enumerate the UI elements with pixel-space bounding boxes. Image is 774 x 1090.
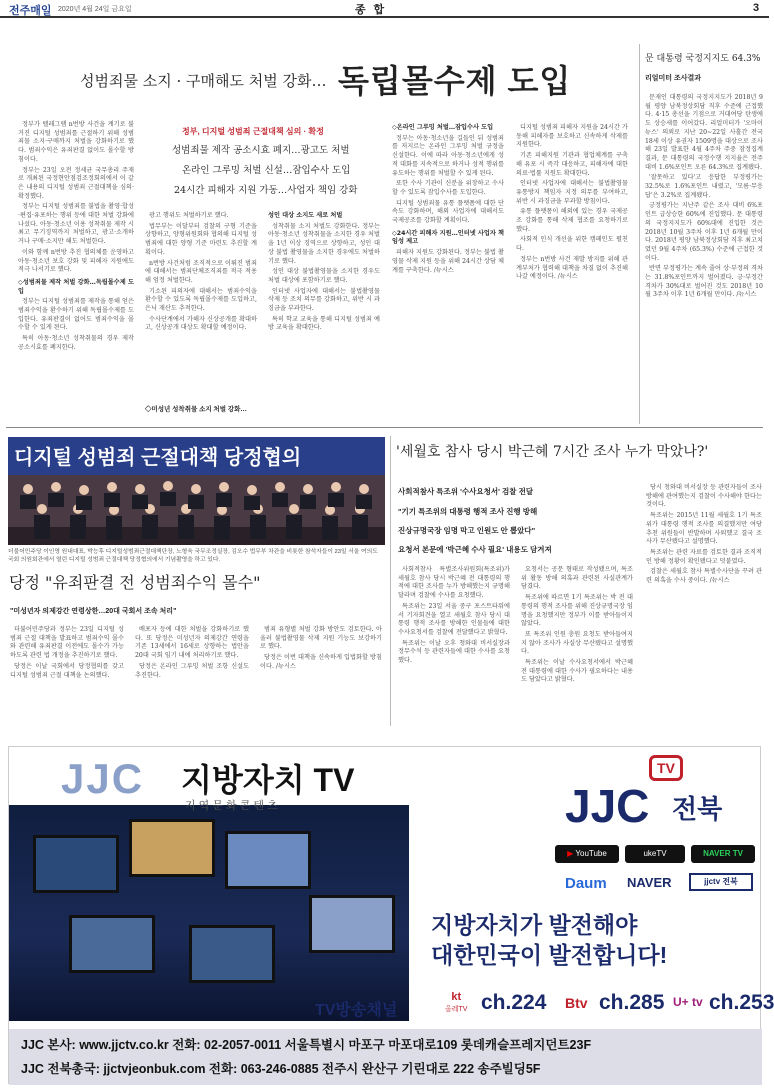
main-col1-p2: 정부는 23일 오전 정세균 국무총리 주재로 개최된 국정현안점검조정회의에서 이 같은 내용의 디지털 성범죄 근절대책을 심의·확정했다. (18, 166, 134, 200)
ad-btv-logo: Btv (565, 995, 588, 1011)
article3-col2-p2: 특조위에 따르면 1기 특조위는 박 전 대통령의 행적 조사를 위해 진상규명국장 임명을 요청했지만 정부가 이를 받아들이지 않았다. (521, 594, 633, 628)
main-col3-p1: 성착취물 소지 처벌도 강화한다. 정부는 아동·청소년 성착취물을 소지한 경우 처벌을 1년 이상 징역으로 상향하고, 성인 대상 불법 촬영물을 소지한 경우에도 처벌하기로 했다. (268, 222, 380, 265)
main-sub-3: 24시간 피해자 지원 가동…사업자 책임 강화 (174, 185, 358, 196)
sidebar-subhead: 리얼미터 조사결과 (645, 75, 702, 82)
ad-kt-logo (445, 991, 467, 1015)
main-col4-p1: 정부는 아동·청소년을 길들인 뒤 성범죄를 저지르는 온라인 그루밍 처벌 규정을 신설한다. 이에 따라 아동·청소년에게 성적 대화를 지속적으로 하거나 성적 행위를 유도하는 행위를 처벌할 수 있게 된다. (392, 134, 504, 177)
main-col3-subhead: 성인 대상 소지도 새로 처벌 (268, 212, 343, 219)
main-col4-subhead: ◇온라인 그루밍 처벌…잠입수사 도입 (392, 124, 494, 131)
main-col3-p2: 성인 대상 불법촬영물을 소지한 경우도 처벌 대상에 포함하기로 했다. (268, 268, 380, 284)
main-col5-p1: 디지털 성범죄 피해자 지원을 24시간 가동해 피해자를 보호하고 신속하게 삭제를 지원한다. (516, 124, 628, 149)
ad-platform-uketv[interactable]: ukeTV (625, 845, 685, 863)
main-col-5 (516, 124, 628, 422)
article3-col2-p4: 특조위는 이날 수사요청서에서 박근혜 전 대통령에 대한 수사가 필요하다는 내용도 담았다고 밝혔다. (521, 659, 633, 684)
article2-col2-p2: 당정은 온라인 그루밍 처벌 조항 신설도 추진한다. (135, 662, 249, 679)
main-col5-p4: 유통 플랫폼이 해외에 있는 경우 국제공조 강화를 통해 삭제 협조를 요청하기로 했다. (516, 208, 628, 233)
article3-col-3 (646, 484, 762, 726)
article3-title: '세월호 참사 당시 박근혜 7시간 조사 누가 막았나?' (396, 444, 709, 460)
main-col2-p1: 광고 행위도 처벌하기로 했다. (149, 212, 229, 219)
article2-col1-p1: 더불어민주당과 정부는 23일 디지털 성범죄 근절 대책을 발표하고 범죄수익 몰수와 관련해 유죄판결 이전에도 몰수가 가능하도록 관련 법 개정을 추진하기로 했다. (10, 626, 124, 660)
main-col1-p3: 정부는 디지털 성범죄를 불법을 촬영·합성·편집·유포하는 행위 등에 대한 처벌 강화에 나섰다. 아동·청소년 이용 성착취물 제작 시 최고 무기징역까지 처벌하고, 광고·소개하거나 구매·소지만 해도 처벌한다. (18, 203, 134, 246)
ad-footer (9, 1029, 762, 1085)
sidebar-p3: 긍정평가는 지난주 같은 조사 대비 6%포인트 급상승한 60%에 진입했다. 문 대통령의 국정지지도가 60%대에 진입한 것은 2018년 10월 3주차 이후 1년 6개월 만이다. 2018년 평양 남북정상회담 직후 최고치였던 9월 4주차 (65.3%) 수준에 근접한 것이다. (645, 202, 763, 262)
tv-screen-5 (69, 915, 155, 973)
ad-brand-jjc: JJC (565, 780, 650, 832)
main-sub-2: 온라인 그루밍 처벌 신설…잠입수사 도입 (182, 165, 351, 176)
advertisement[interactable] (8, 746, 774, 1084)
main-col1-p6: 특히 아동·청소년 성착취물의 경우 제작 공소시효를 폐지한다. (18, 335, 134, 351)
photo-banner-text: 디지털 성범죄 근절대책 당정협의 (14, 447, 302, 469)
ad-title: 지방자치 TV (181, 762, 355, 798)
ad-address-jeonbuk: JJC 전북총국: jjctvjeonbuk.com 전화: 063-246-0885 전주시 완산구 기린대로 222 송주빌딩5F (21, 1062, 541, 1076)
main-sub-1: 성범죄물 제작 공소시효 폐지…광고도 처벌 (172, 145, 350, 156)
page-number: 3 (753, 2, 760, 14)
main-col1-subhead: ◇성범죄물 제작 처벌 강화…독립몰수제 도입 (18, 278, 134, 295)
tv-screen-3 (225, 831, 311, 889)
sidebar-p2: '잘못하고 있다'고 응답한 부정평가는 32.5%로 1.6%포인트 내렸고, '모름·무응답'은 3.2%로 집계됐다. (645, 174, 763, 199)
article3-col-2 (521, 566, 633, 726)
main-col3-p3: 인터넷 사업자에 대해서는 불법촬영물 삭제 등 조치 의무를 강화하고, 위반 시 과징금을 부과한다. (268, 287, 380, 313)
main-col5-p6: 정부는 n번방 사건 재발 방지를 위해 관계부처가 협력해 대책을 차질 없이 추진해 나갈 예정이다. /뉴시스 (516, 255, 628, 281)
tv-screen-4 (309, 895, 395, 953)
main-col-4 (392, 124, 504, 422)
section-name: 종 합 (355, 3, 387, 16)
youtube-label: YouTube (575, 849, 607, 858)
main-col5-p3: 인터넷 사업자에 대해서는 불법촬영물 유통방지 책임자 지정 의무를 부여하고, 위반 시 과징금을 부과할 방침이다. (516, 180, 628, 205)
article3-col1-p2: 특조위는 23일 서울 중구 포스트타워에서 기자회견을 열고 세월호 참사 당시 대통령 행적 조사를 방해한 인물들에 대한 수사요청서를 검찰에 전달했다고 밝혔다. (398, 602, 510, 636)
youtube-play-icon: ▶ (567, 849, 576, 858)
ad-platform-navertv[interactable]: NAVER TV (691, 845, 755, 863)
ad-slogan-2: 대한민국이 발전합니다! (431, 942, 668, 968)
main-col1-p1: 정부가 텔레그램 n번방 사건을 계기로 불거진 디지털 성범죄를 근절하기 위해 성범죄물 소지·구매까지 처벌을 강화하기로 했다. 범죄수익은 유죄판결 없이도 몰수할 방침이다. (18, 121, 134, 163)
ad-address-hq: JJC 본사: www.jjctv.co.kr 전화: 02-2057-0011 서울특별시 마포구 마포대로109 롯데캐슬프레지던트23F (21, 1038, 592, 1052)
article3-col3-p4: 검찰은 세월호 참사 특별수사단을 꾸려 관련 의혹을 수사 중이다. /뉴시스 (646, 568, 762, 585)
article3-sub-2: "기기 특조위의 대통령 행적 조사 진행 방해 (398, 507, 538, 516)
ad-channels-label: TV방송채널 (315, 1002, 398, 1019)
column-divider-2 (390, 436, 391, 726)
main-col4-p2: 또한 수사 기관이 신분을 위장하고 수사할 수 있도록 잠입수사를 도입한다. (392, 180, 504, 196)
article3-col3-p1: 당시 청와대 비서실장 등 관련자들이 조사 방해에 관여했는지 검찰이 수사해야 한다는 것이다. (646, 484, 762, 509)
tv-screen-2 (129, 819, 215, 877)
ad-channel-btv: ch.285 (599, 991, 665, 1014)
ad-channel-utv: ch.253 (709, 991, 774, 1014)
main-col-1 (18, 121, 134, 421)
article3-col2-p3: 또 특조위 인원 충원 요청도 받아들여지지 않아 조사가 사실상 무산됐다고 설명했다. (521, 630, 633, 656)
section-divider (6, 427, 763, 428)
sidebar-article (645, 44, 765, 424)
main-col-2 (145, 212, 257, 422)
main-col1-p4: 이와 함께 n번방 추진 협의체를 운영하고 아동·청소년 보호 강화 및 피해자 지원에도 적극 나서기로 했다. (18, 248, 134, 274)
article2-col3-p1: 범죄 유형별 처벌 강화 방안도 검토한다. 아울러 불법촬영물 삭제 지원 기능도 보강하기로 했다. (260, 626, 382, 651)
ad-left-visual (9, 805, 409, 1021)
main-col5-p5: 사회적 인식 개선을 위한 캠페인도 펼친다. (516, 236, 628, 253)
main-col1-p5: 정부는 디지털 성범죄를 제작을 통해 얻은 범죄수익을 환수하기 위해 독립몰수제를 도입한다. 유죄판결이 없어도 범죄수익을 몰수할 수 있게 된다. (18, 298, 134, 332)
main-col3-p4: 특히 학교 교육을 통해 디지털 성범죄 예방 교육을 확대한다. (268, 315, 380, 332)
ad-kt-sub: 올레TV (445, 1006, 468, 1013)
article3-sub-1: 사회적참사 특조위 '수사요청서' 검찰 전달 (398, 487, 534, 496)
main-col5-p2: 기존 피해지원 기관과 협업체계를 구축해 유포 시 즉각 대응하고, 피해자에 대한 의료·법률 지원도 확대한다. (516, 152, 628, 177)
article2-title: 당정 "유죄판결 전 성범죄수익 몰수" (9, 573, 261, 592)
main-col2-p5: 수사단계에서 가해자 신상공개를 확대하고, 신상공개 대상도 확대할 예정이다. (145, 315, 257, 332)
sidebar-p4: 반면 부정평가는 계속 줄어 상·부정의 격차는 31.8%포인트까지 벌어졌다. 긍·부정간 격차가 30%대로 벌어진 것도 2018년 10월 3주차 이후 1년 6개월 만이다. /뉴시스 (645, 265, 763, 299)
article2-subhead: "미성년자 의제강간 연령상한…20대 국회서 조속 처리" (10, 608, 177, 615)
article2-col-2 (135, 626, 249, 724)
main-col2-p4: 기소된 피의자에 대해서는 범죄수익을 환수할 수 있도록 독립몰수제를 도입하고, 은닉 재산도 추적한다. (145, 287, 257, 313)
article2-col1-p2: 당정은 이날 국회에서 당정협의를 갖고 디지털 성범죄 근절 대책을 논의했다. (10, 662, 124, 679)
tv-screen-6 (189, 925, 275, 983)
ad-channel-kt: ch.224 (481, 991, 547, 1014)
ad-subtitle: 지 역 문 화 콘 텐 츠 (185, 800, 278, 812)
ad-logo-jjc: JJC (61, 755, 145, 802)
main-col2-foot: ◇미성년 성착취물 소지 처벌 강화… (145, 406, 247, 413)
main-col-3 (268, 212, 380, 422)
column-divider (639, 44, 640, 424)
article2-col3-p2: 당정은 이번 대책을 신속하게 입법화할 방침이다. /뉴시스 (260, 654, 382, 670)
news-photo (8, 437, 385, 545)
photo-caption: 더불어민주당 이인영 원내대표, 박능후 디지털성범죄근절대책단장, 노형욱 국무조정실장, 김오수 법무부 차관을 비롯한 참석자들이 23일 서울 여의도 국회 의원회관에서 열린 디지털 성범죄 근절대책 당정협의에서 기념촬영을 하고 있다. (8, 549, 378, 563)
article3-col-1 (398, 566, 510, 726)
article3-col2-p1: 요청서는 공문 형태로 작성됐으며, 특조위 활동 방해 의혹과 관련된 사실관계가 담겼다. (521, 566, 633, 591)
main-title: 독립몰수제 도입 (338, 63, 572, 99)
article2-col-3 (260, 626, 382, 724)
sidebar-headline: 문 대통령 국정지지도 64.3% (645, 54, 761, 64)
main-kicker: 성범죄물 소지 · 구매해도 처벌 강화… (80, 72, 327, 90)
ad-brand-region: 전북 (672, 794, 723, 824)
main-col4-p4: 피해자 지원도 강화된다. 정부는 불법 촬영물 삭제 지원 등을 위해 24시간 상담 체계를 구축한다. /뉴시스 (392, 249, 504, 274)
paper-name: 전주매일 (9, 4, 52, 17)
article3-sub-4: 요청서 본문에 '박근혜 수사 필요' 내용도 담겨져 (398, 545, 552, 554)
issue-date: 2020년 4월 24일 금요일 (58, 6, 132, 13)
article3-col3-p3: 특조위는 관련 자료를 검토한 결과 조직적인 방해 정황이 확인됐다고 덧붙였다. (646, 548, 762, 565)
article3-col1-p3: 특조위는 이날 오후 청와대 비서실장과 정무수석 등 관련자들에 대한 수사를 요청했다. (398, 639, 510, 665)
ad-platform-youtube[interactable] (555, 845, 619, 863)
ad-utv-logo: U+ tv (673, 995, 703, 1009)
main-col2-p3: n번방 사건처럼 조직적으로 이뤄진 범죄에 대해서는 범죄단체조직죄를 적극 적용해 엄정 처벌한다. (145, 259, 257, 284)
main-col2-p2: 법무부는 이달부터 검찰의 구형 기준을 상향하고, 양형위원회와 협의해 디지털 성범죄에 대한 양형 기준 마련도 추진할 계획이다. (145, 222, 257, 256)
ad-platform-daum[interactable]: Daum (565, 875, 607, 892)
tv-screen-1 (33, 835, 119, 893)
article3-sub-3: 진상규명국장 임명 막고 인원도 안 뽑았다" (398, 526, 536, 535)
sidebar-body (645, 94, 763, 422)
masthead (0, 0, 769, 18)
main-col4-p3: 디지털 성범죄물 유통 플랫폼에 대한 단속도 강화하며, 해외 사업자에 대해서도 국제공조를 강화할 계획이다. (392, 199, 504, 225)
main-article (6, 46, 637, 426)
article2-col2-p1: 배포자 등에 대한 처벌을 강화하기로 했다. 또 당정은 미성년자 의제강간 연령을 기존 13세에서 16세로 상향하는 법안을 20대 국회 임기 내에 처리하기로 했다. (135, 626, 249, 660)
main-col4-subhead-2: ◇24시간 피해자 지원…인터넷 사업자 책임성 제고 (392, 229, 504, 246)
article3-col3-p2: 특조위는 2015년 11월 세월호 1기 특조위가 대통령 행적 조사를 의결했지만 여당 추천 위원들이 반발하며 사퇴했고 결국 조사가 무산됐다고 설명했다. (646, 512, 762, 546)
ad-slogan-1: 지방자치가 발전해야 (431, 912, 638, 938)
ad-tv-icon: TV (649, 755, 683, 781)
article2-col-1 (10, 626, 124, 724)
ad-platform-naver[interactable]: NAVER (627, 875, 672, 890)
ad-platform-jjctv[interactable]: jjctv 전북 (689, 873, 753, 891)
article3-col1-p1: 사회적참사 특별조사위원회(특조위)가 세월호 참사 당시 박근혜 전 대통령의 행적에 대한 조사를 누가 방해했는지 규명해달라며 검찰에 수사를 요청했다. (398, 566, 510, 600)
ad-kt-mark: kt (451, 991, 462, 1003)
sidebar-p1: 문재인 대통령의 국정지지도가 2018년 9월 평양 남북정상회담 직후 수준에 근접했다. 4·15 총선을 기점으로 거대여당 탄생에도 상승세를 이어갔다. 리얼미터가 '오마이뉴스' 의뢰로 지난 20~22일 사흘간 전국 18세 이상 유권자 1509명을 대상으로 조사해 23일 발표한 4월 4주차 주중 잠정집계 결과, 문 대통령의 국정수행 지지율은 전주 대비 1.6%포인트 오른 64.3%로 집계됐다. (645, 94, 763, 171)
main-deck: 정부, 디지털 성범죄 근절대책 심의 · 확정 (182, 127, 324, 136)
